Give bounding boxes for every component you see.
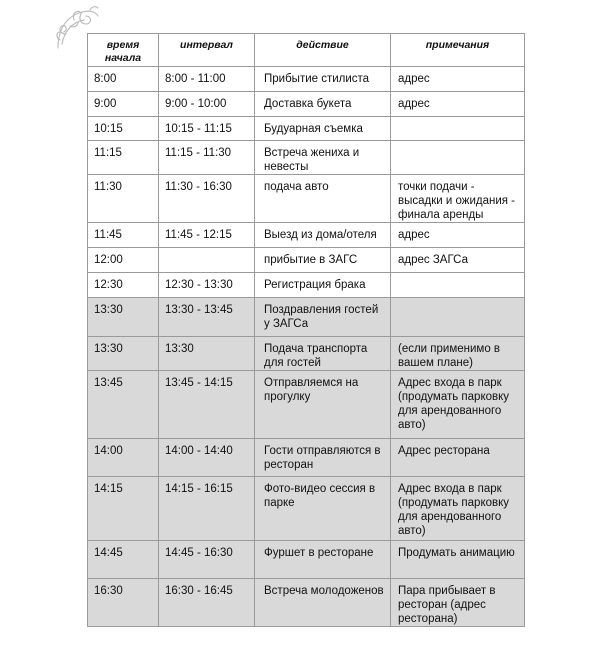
cell-start-time: 9:00 xyxy=(88,92,159,117)
cell-interval: 11:45 - 12:15 xyxy=(159,223,255,248)
table-row xyxy=(88,141,525,175)
cell-notes: адрес xyxy=(391,223,525,248)
cell-notes: Адрес входа в парк (продумать парковку для арендованного авто) xyxy=(391,477,525,541)
cell-interval: 13:30 xyxy=(159,337,255,371)
cell-interval: 12:30 - 13:30 xyxy=(159,273,255,298)
cell-interval: 9:00 - 10:00 xyxy=(159,92,255,117)
table-header-row xyxy=(88,34,525,67)
cell-action: Подача транспорта для гостей xyxy=(255,337,391,371)
cell-interval: 13:45 - 14:15 xyxy=(159,371,255,439)
cell-notes xyxy=(391,117,525,141)
table-row xyxy=(88,439,525,477)
cell-action: Поздравления гостей у ЗАГСа xyxy=(255,298,391,337)
table-row xyxy=(88,337,525,371)
cell-interval: 8:00 - 11:00 xyxy=(159,67,255,92)
cell-interval: 11:30 - 16:30 xyxy=(159,175,255,223)
cell-action: Доставка букета xyxy=(255,92,391,117)
cell-action: Встреча жениха и невесты xyxy=(255,141,391,175)
cell-action: подача авто xyxy=(255,175,391,223)
table-row xyxy=(88,273,525,298)
cell-interval: 14:45 - 16:30 xyxy=(159,541,255,579)
cell-action: Прибытие стилиста xyxy=(255,67,391,92)
cell-notes: адрес xyxy=(391,67,525,92)
cell-notes: Продумать анимацию xyxy=(391,541,525,579)
header-interval: интервал xyxy=(159,34,255,67)
header-notes: примечания xyxy=(391,34,525,67)
cell-action: прибытие в ЗАГС xyxy=(255,248,391,273)
cell-notes: (если применимо в вашем плане) xyxy=(391,337,525,371)
cell-action: Гости отправляются в ресторан xyxy=(255,439,391,477)
table-row xyxy=(88,298,525,337)
cell-start-time: 13:30 xyxy=(88,337,159,371)
cell-notes: точки подачи - высадки и ожидания - финала аренды xyxy=(391,175,525,223)
cell-start-time: 13:45 xyxy=(88,371,159,439)
cell-action: Регистрация брака xyxy=(255,273,391,298)
cell-interval xyxy=(159,248,255,273)
cell-start-time: 14:45 xyxy=(88,541,159,579)
cell-notes: адрес ЗАГСа xyxy=(391,248,525,273)
cell-interval: 16:30 - 16:45 xyxy=(159,579,255,627)
cell-start-time: 11:15 xyxy=(88,141,159,175)
cell-start-time: 12:30 xyxy=(88,273,159,298)
schedule-table xyxy=(87,33,525,627)
cell-start-time: 11:30 xyxy=(88,175,159,223)
cell-start-time: 13:30 xyxy=(88,298,159,337)
table-row xyxy=(88,92,525,117)
cell-interval: 11:15 - 11:30 xyxy=(159,141,255,175)
cell-start-time: 8:00 xyxy=(88,67,159,92)
cell-notes: адрес xyxy=(391,92,525,117)
cell-start-time: 12:00 xyxy=(88,248,159,273)
table-row xyxy=(88,541,525,579)
cell-notes xyxy=(391,273,525,298)
cell-start-time: 16:30 xyxy=(88,579,159,627)
cell-action: Встреча молодоженов xyxy=(255,579,391,627)
cell-action: Будуарная съемка xyxy=(255,117,391,141)
cell-start-time: 14:00 xyxy=(88,439,159,477)
table-row xyxy=(88,579,525,627)
cell-notes xyxy=(391,141,525,175)
cell-notes xyxy=(391,298,525,337)
cell-interval: 10:15 - 11:15 xyxy=(159,117,255,141)
table-row xyxy=(88,175,525,223)
cell-interval: 14:15 - 16:15 xyxy=(159,477,255,541)
cell-notes: Адрес ресторана xyxy=(391,439,525,477)
cell-start-time: 10:15 xyxy=(88,117,159,141)
table-row xyxy=(88,67,525,92)
header-start-time: время начала xyxy=(88,34,159,67)
cell-start-time: 14:15 xyxy=(88,477,159,541)
cell-interval: 14:00 - 14:40 xyxy=(159,439,255,477)
header-action: действие xyxy=(255,34,391,67)
cell-interval: 13:30 - 13:45 xyxy=(159,298,255,337)
table-row xyxy=(88,223,525,248)
cell-action: Фото-видео сессия в парке xyxy=(255,477,391,541)
table-row xyxy=(88,477,525,541)
cell-action: Фуршет в ресторане xyxy=(255,541,391,579)
table-row xyxy=(88,371,525,439)
table-row xyxy=(88,117,525,141)
cell-notes: Пара прибывает в ресторан (адрес ресторана) xyxy=(391,579,525,627)
cell-action: Выезд из дома/отеля xyxy=(255,223,391,248)
cell-action: Отправляемся на прогулку xyxy=(255,371,391,439)
cell-notes: Адрес входа в парк (продумать парковку для арендованного авто) xyxy=(391,371,525,439)
cell-start-time: 11:45 xyxy=(88,223,159,248)
table-row xyxy=(88,248,525,273)
